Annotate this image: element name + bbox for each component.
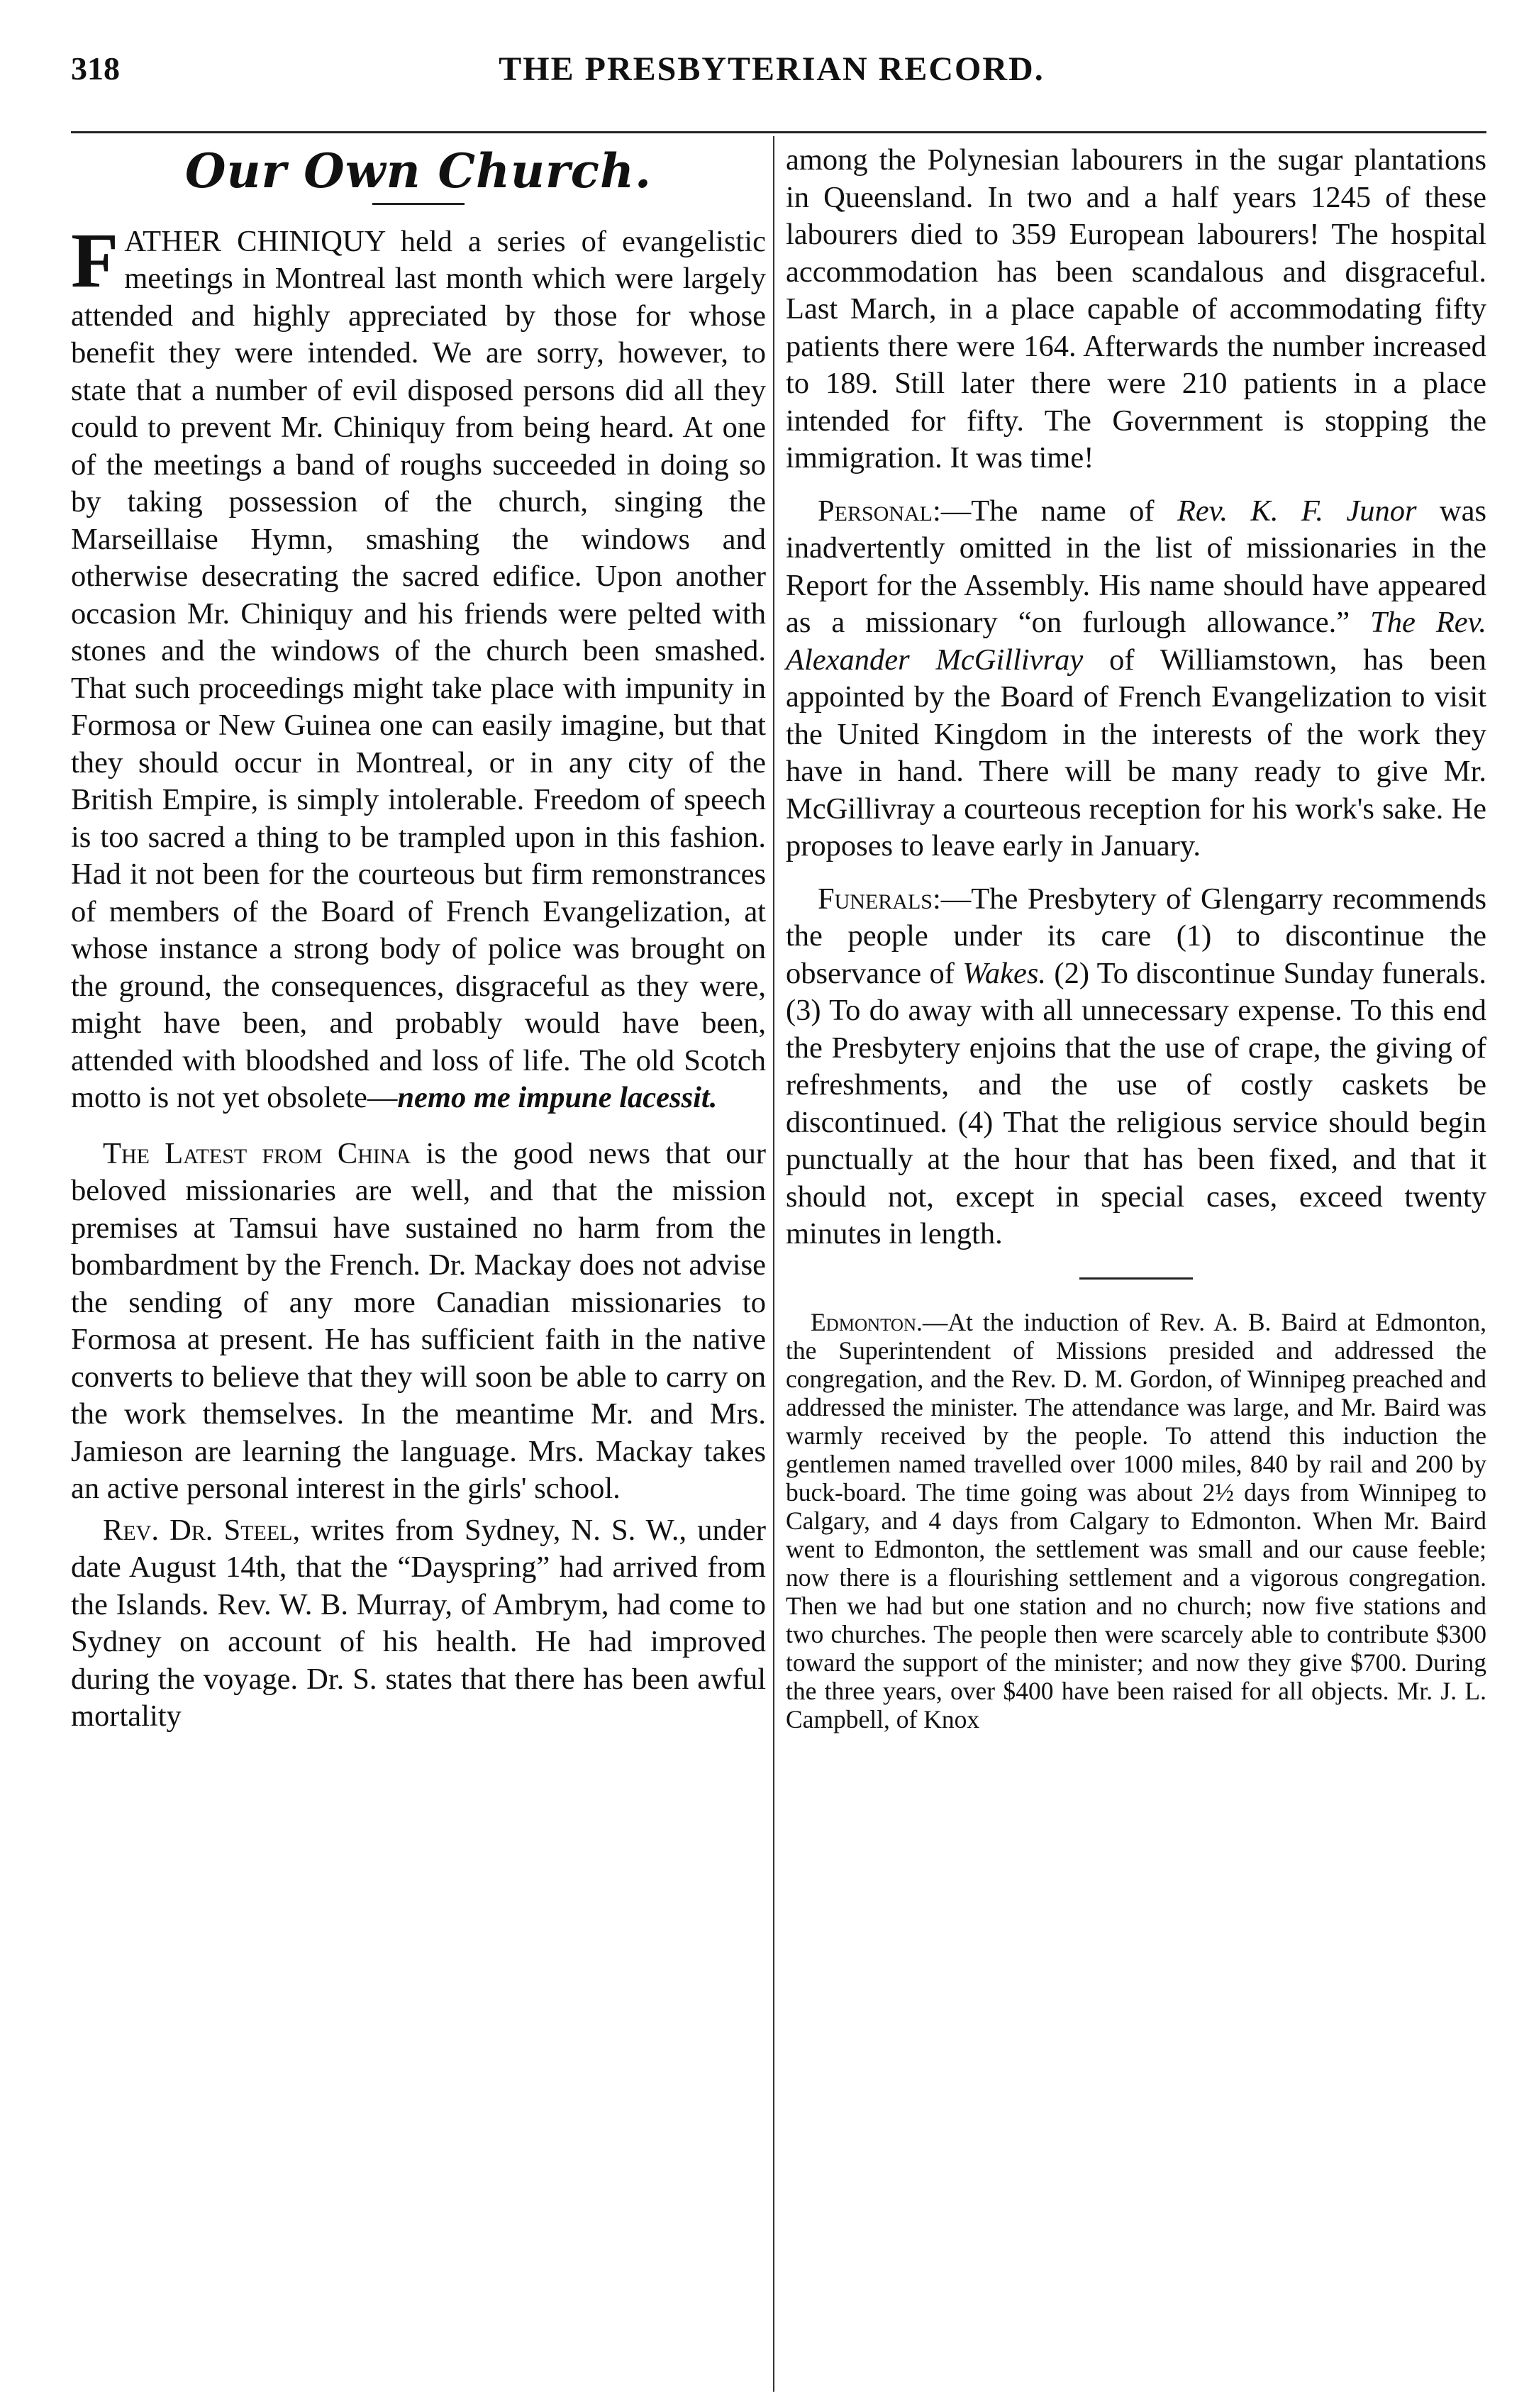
paragraph-lead: Edmonton.	[811, 1307, 923, 1336]
news-column	[786, 1308, 1486, 1733]
column-divider	[773, 136, 774, 2392]
paragraph-text: among the Polynesian labourers in the sugar plantations in Queensland. In two and a half years 1245 of these labourers died to 359 European labourers! The hospital accommodation has been scandalous and disgraceful. Last March, in a place capable of accommodating fifty patients there were 164. Afterwards the number increased to 189. Still later there were 210 patients in a place intended for fifty. The Government is stopping the immigration. It was time!	[786, 143, 1486, 475]
paragraph-lead: Personal	[818, 494, 933, 528]
paragraph-chiniquy	[71, 216, 766, 1117]
paragraph-text: :—The name of	[932, 494, 1177, 528]
paragraph-personal	[786, 493, 1486, 865]
paragraph-lead: The Latest from China	[103, 1136, 411, 1170]
right-column	[786, 142, 1486, 1733]
paragraph-edmonton	[786, 1308, 1486, 1733]
paragraph-china	[71, 1136, 766, 1508]
paragraph-text: (2) To discontinue Sunday funerals. (3) To do away with all unnecessary expense. To this end the Presbytery enjoins that the use of crape, the giving of refreshments, and the use of costly caskets be discontinued. (4) That the religious service should begin punctually at the hour that has been fixed, and that it should not, except in special cases, exceed twenty minutes in length.	[786, 956, 1486, 1250]
person-name: The Rev. Alexander McGillivray	[786, 606, 1486, 677]
paragraph-polynesian	[786, 142, 1486, 477]
journal-title: THE PRESBYTERIAN RECORD.	[499, 50, 1045, 88]
drop-cap: F	[71, 216, 119, 304]
page-header	[71, 50, 1472, 106]
paragraph-text: of Williamstown, has been appointed by the Board of French Evangelization to visit the United Kingdom in the interests of the work they have in hand. There will be many ready to give Mr. McGillivray a courteous reception for his work's sake. He proposes to leave early in January.	[786, 643, 1486, 862]
section-title: Our Own Church.	[185, 143, 652, 199]
paragraph-text: writes from Sydney, N. S. W., under date August 14th, that the “Dayspring” had arrived from the Islands. Rev. W. B. Murray, of Ambrym, had come to Sydney on account of his health. He had improved during the voyage. Dr. S. states that there has been awful mortality	[71, 1513, 766, 1733]
paragraph-text: :—The Presbytery of Glengarry recommends the people under its care (1) to discontinue the observance of	[786, 882, 1486, 990]
paragraph-text: —At the induction of Rev. A. B. Baird at Edmonton, the Superintendent of Missions presided and addressed the congregation, and the Rev. D. M. Gordon, of Winnipeg preached and addressed the minister. The attendance was large, and Mr. Baird was warmly received by the people. To attend this induction the gentlemen named travelled over 1000 miles, 840 by rail and 200 by buck-board. The time going was about 2½ days from Winnipeg to Calgary, and 4 days from Calgary to Edmonton. When Mr. Baird went to Edmonton, the settlement was small and our cause feeble; now there is a flourishing settlement and a vigorous congregation. Then we had but one station and no church; now five stations and two churches. The people then were scarcely able to contribute $300 toward the support of the minister; and now they give $700. During the three years, over $400 have been raised for all objects. Mr. J. L. Campbell, of Knox	[786, 1307, 1486, 1733]
paragraph-text: ATHER CHINIQUY held a series of evangelistic meetings in Montreal last month which were largely attended and highly appreciated by those for whose benefit they were intended. We are sorry, however, to state that a number of evil disposed persons did all they could to prevent Mr. Chiniquy from being heard. At one of the meetings a band of roughs succeeded in doing so by taking possession of the church, singing the Marseillaise Hymn, smashing the windows and otherwise desecrating the sacred edifice. Upon another occasion Mr. Chiniquy and his friends were pelted with stones and the windows of the church been smashed. That such proceedings might take place with impunity in Formosa or New Guinea one can easily imagine, but that they should occur in Montreal, or in any city of the British Empire, is simply intolerable. Freedom of speech is too sacred a thing to be trampled upon in this fashion. Had it not been for the courteous but firm remonstrances of members of the Board of French Evangelization, at whose instance a strong body of police was brought on the ground, the consequences, disgraceful as they were, might have been, and probably would have been, attended with bloodshed and loss of life. The old Scotch motto is not yet obsolete—	[71, 224, 766, 1114]
italic-word: Wakes.	[962, 956, 1047, 990]
latin-motto: nemo me impune lacessit.	[397, 1081, 718, 1114]
page-number: 318	[71, 50, 120, 87]
title-rule	[372, 203, 465, 205]
left-column	[71, 142, 766, 1736]
paragraph-text: was inadvertently omitted in the list of missionaries in the Report for the Assembly. His name should have appeared as a missionary “on furlough allowance.”	[786, 494, 1486, 639]
paragraph-lead: Rev. Dr. Steel,	[103, 1513, 301, 1547]
paragraph-funerals	[786, 881, 1486, 1253]
header-rule	[71, 131, 1486, 133]
paragraph-lead: Funerals	[818, 882, 933, 916]
section-rule	[1079, 1277, 1193, 1280]
person-name: Rev. K. F. Junor	[1177, 494, 1417, 528]
paragraph-steel	[71, 1512, 766, 1736]
paragraph-text: is the good news that our beloved missionaries are well, and that the mission premises at Tamsui have sustained no harm from the bombardment by the French. Dr. Mackay does not advise the sending of any more Canadian missionaries to Formosa at present. He has sufficient faith in the native converts to believe that they will soon be able to carry on the work themselves. In the meantime Mr. and Mrs. Jamieson are learning the language. Mrs. Mackay takes an active personal interest in the girls' school.	[71, 1136, 766, 1505]
